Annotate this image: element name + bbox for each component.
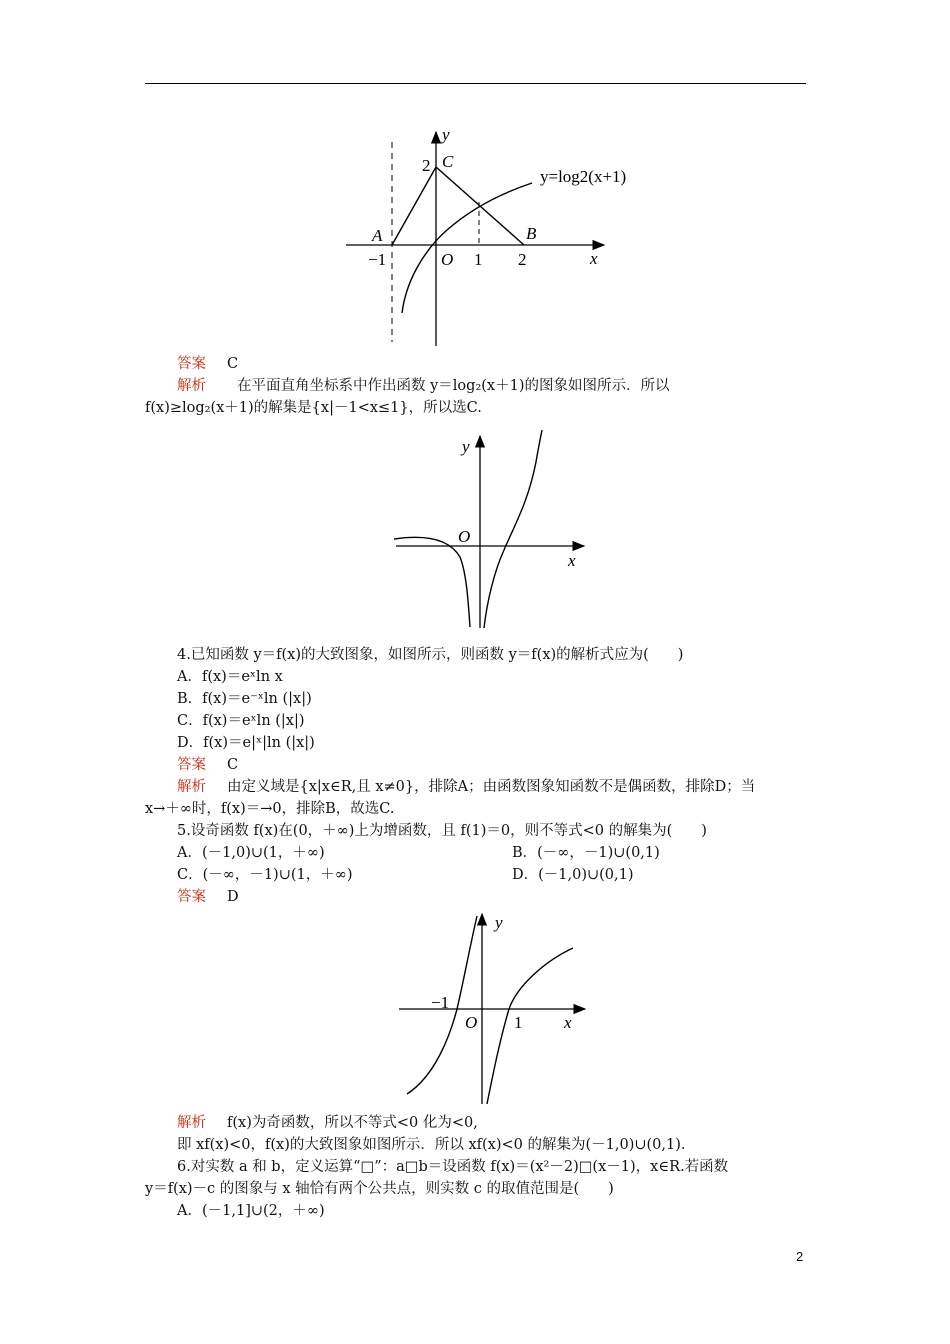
svg-text:2: 2 (518, 250, 527, 269)
analysis-text: 在平面直角坐标系中作出函数 y＝log₂(x＋1)的图象如图所示．所以 (237, 378, 670, 394)
analysis-tag: 解析 (177, 1115, 206, 1131)
option-c: C．(－∞，－1)∪(1，＋∞) (177, 867, 353, 883)
svg-text:A: A (372, 226, 383, 245)
x-axis-label: x (564, 1013, 572, 1032)
analysis-text: 即 xf(x)<0，f(x)的大致图象如图所示．所以 xf(x)<0 的解集为(－1,0)∪(0,1). (177, 1137, 686, 1153)
right-branch (484, 430, 542, 628)
answer-value: D (227, 889, 239, 905)
svg-text:O: O (441, 250, 454, 269)
svg-text:−1: −1 (368, 250, 387, 269)
analysis-text: x→＋∞时，f(x)＝→0，排除B，故选C. (145, 801, 395, 817)
figure-log-graph (332, 128, 652, 350)
right-branch (487, 948, 573, 1104)
figure-odd-function-graph (395, 906, 595, 1108)
question-6-stem: y＝f(x)－c 的图象与 x 轴恰有两个公共点，则实数 c 的取值范围是( ) (145, 1181, 614, 1197)
answer-tag: 答案 (177, 757, 206, 773)
log-curve (402, 183, 532, 313)
triangle-function (392, 167, 524, 245)
option-a: A．(－1,1]∪(2，＋∞) (177, 1203, 325, 1219)
option-a: A．f(x)＝eˣln x (177, 669, 283, 685)
analysis-tag: 解析 (177, 378, 206, 394)
question-6-stem: 6.对实数 a 和 b，定义运算“□”：a□b＝设函数 f(x)＝(x²－2)□(x－1)，x∈R.若函数 (177, 1159, 729, 1175)
question-4-stem: 4.已知函数 y＝f(x)的大致图象，如图所示，则函数 y＝f(x)的解析式应为( ) (177, 647, 684, 663)
option-d: D．(－1,0)∪(0,1) (512, 867, 634, 883)
analysis-text: f(x)≥log₂(x＋1)的解集是{x|－1<x≤1}，所以选C. (145, 400, 482, 416)
x-axis-label: x (568, 551, 576, 570)
analysis-text: f(x)为奇函数，所以不等式<0 化为<0, (227, 1115, 478, 1131)
y-axis-label: y (495, 913, 503, 932)
svg-text:B: B (526, 224, 537, 243)
left-branch (394, 537, 470, 627)
answer-tag: 答案 (177, 889, 206, 905)
svg-text:1: 1 (474, 250, 483, 269)
question-5-stem: 5.设奇函数 f(x)在(0，＋∞)上为增函数，且 f(1)＝0，则不等式<0 的解集为( ) (177, 823, 707, 839)
y-axis-label: y (462, 437, 470, 456)
svg-text:2: 2 (422, 156, 431, 175)
analysis-tag: 解析 (177, 779, 206, 795)
option-a: A．(－1,0)∪(1，＋∞) (177, 845, 325, 861)
option-d: D．f(x)＝e|ˣ|ln (|x|) (177, 735, 315, 751)
header-rule (145, 83, 806, 84)
answer-value: C (227, 757, 239, 773)
answer-value: C (227, 356, 239, 372)
origin-label: O (465, 1013, 478, 1032)
svg-text:−1: −1 (431, 993, 450, 1012)
curve-label: y=log2(x+1) (540, 167, 627, 186)
origin-label: O (458, 527, 471, 546)
svg-text:1: 1 (514, 1013, 523, 1032)
svg-text:C: C (442, 152, 454, 171)
figure-function-graph (388, 422, 598, 638)
analysis-text: 由定义域是{x|x∈R,且 x≠0}，排除A；由函数图象知函数不是偶函数，排除D；当 (227, 779, 756, 795)
page-number: 2 (796, 1249, 804, 1264)
answer-tag: 答案 (177, 356, 206, 372)
y-axis-label: y (442, 128, 450, 144)
x-axis-label: x (590, 249, 598, 268)
option-b: B．f(x)＝e⁻ˣln (|x|) (177, 691, 312, 707)
option-c: C．f(x)＝eˣln (|x|) (177, 713, 305, 729)
option-b: B．(－∞，－1)∪(0,1) (512, 845, 660, 861)
